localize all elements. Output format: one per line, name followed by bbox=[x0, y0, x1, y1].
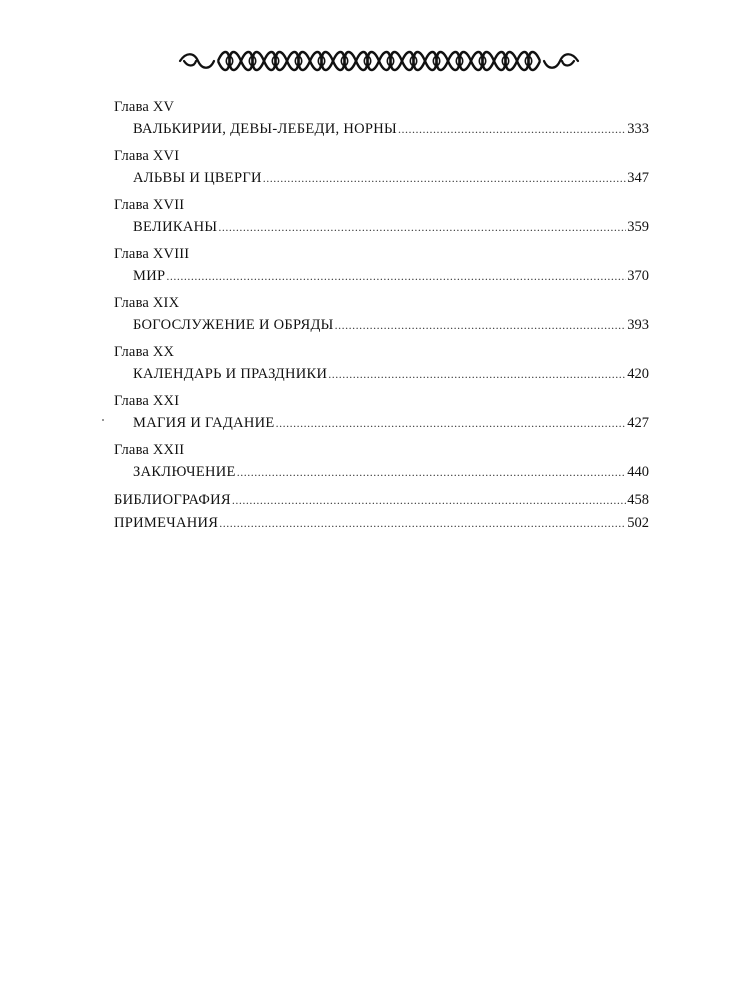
leader-dots bbox=[232, 489, 626, 512]
entry-title: КАЛЕНДАРЬ И ПРАЗДНИКИ bbox=[133, 366, 328, 382]
toc-chapter bbox=[114, 194, 649, 239]
toc-entry bbox=[114, 363, 649, 386]
entry-title: ВЕЛИКАНЫ bbox=[133, 219, 218, 235]
leader-dots bbox=[276, 412, 627, 435]
toc-chapter bbox=[114, 243, 649, 288]
entry-title: ЗАКЛЮЧЕНИЕ bbox=[133, 464, 236, 480]
chapter-label: Глава XXII bbox=[114, 442, 185, 458]
toc-entry bbox=[114, 216, 649, 239]
toc-entry bbox=[114, 412, 649, 435]
leader-dots bbox=[398, 118, 626, 141]
page-number: 420 bbox=[627, 366, 649, 382]
toc-chapter bbox=[114, 292, 649, 337]
table-of-contents bbox=[114, 96, 649, 535]
entry-title: МИР bbox=[133, 268, 166, 284]
page-number: 440 bbox=[627, 464, 649, 480]
toc-entry-notes bbox=[114, 512, 649, 535]
page-number: 333 bbox=[627, 121, 649, 137]
leader-dots bbox=[335, 314, 627, 337]
entry-title: ВАЛЬКИРИИ, ДЕВЫ-ЛЕБЕДИ, НОРНЫ bbox=[133, 121, 397, 137]
toc-entry-bibliography bbox=[114, 489, 649, 512]
leader-dots bbox=[328, 363, 626, 386]
page-number: 427 bbox=[627, 415, 649, 431]
leader-dots bbox=[263, 167, 626, 190]
chapter-label: Глава XX bbox=[114, 344, 175, 360]
toc-entry bbox=[114, 314, 649, 337]
toc-entry bbox=[114, 461, 649, 484]
chapter-label: Глава XIX bbox=[114, 295, 180, 311]
page-speck bbox=[102, 419, 104, 421]
page-number: 359 bbox=[627, 219, 649, 235]
entry-title: МАГИЯ И ГАДАНИЕ bbox=[133, 415, 275, 431]
page-number: 393 bbox=[627, 317, 649, 333]
celtic-knot-border-icon bbox=[178, 46, 580, 76]
back-matter bbox=[114, 489, 649, 535]
page-number: 502 bbox=[627, 515, 649, 531]
entry-title: БИБЛИОГРАФИЯ bbox=[114, 492, 231, 508]
toc-entry bbox=[114, 265, 649, 288]
leader-dots bbox=[166, 265, 626, 288]
chapter-label: Глава XVII bbox=[114, 197, 185, 213]
page-number: 370 bbox=[627, 268, 649, 284]
chapter-label: Глава XVIII bbox=[114, 246, 190, 262]
toc-entry bbox=[114, 167, 649, 190]
chapter-label: Глава XV bbox=[114, 99, 175, 115]
page-number: 458 bbox=[627, 492, 649, 508]
leader-dots bbox=[218, 216, 626, 239]
chapter-label: Глава XXI bbox=[114, 393, 180, 409]
toc-chapter bbox=[114, 341, 649, 386]
entry-title: БОГОСЛУЖЕНИЕ И ОБРЯДЫ bbox=[133, 317, 334, 333]
chapter-label: Глава XVI bbox=[114, 148, 180, 164]
leader-dots bbox=[219, 512, 626, 535]
toc-chapter bbox=[114, 390, 649, 435]
toc-chapter bbox=[114, 145, 649, 190]
toc-chapter bbox=[114, 439, 649, 484]
toc-chapter bbox=[114, 96, 649, 141]
entry-title: АЛЬВЫ И ЦВЕРГИ bbox=[133, 170, 262, 186]
entry-title: ПРИМЕЧАНИЯ bbox=[114, 515, 219, 531]
leader-dots bbox=[237, 461, 627, 484]
page-number: 347 bbox=[627, 170, 649, 186]
toc-entry bbox=[114, 118, 649, 141]
